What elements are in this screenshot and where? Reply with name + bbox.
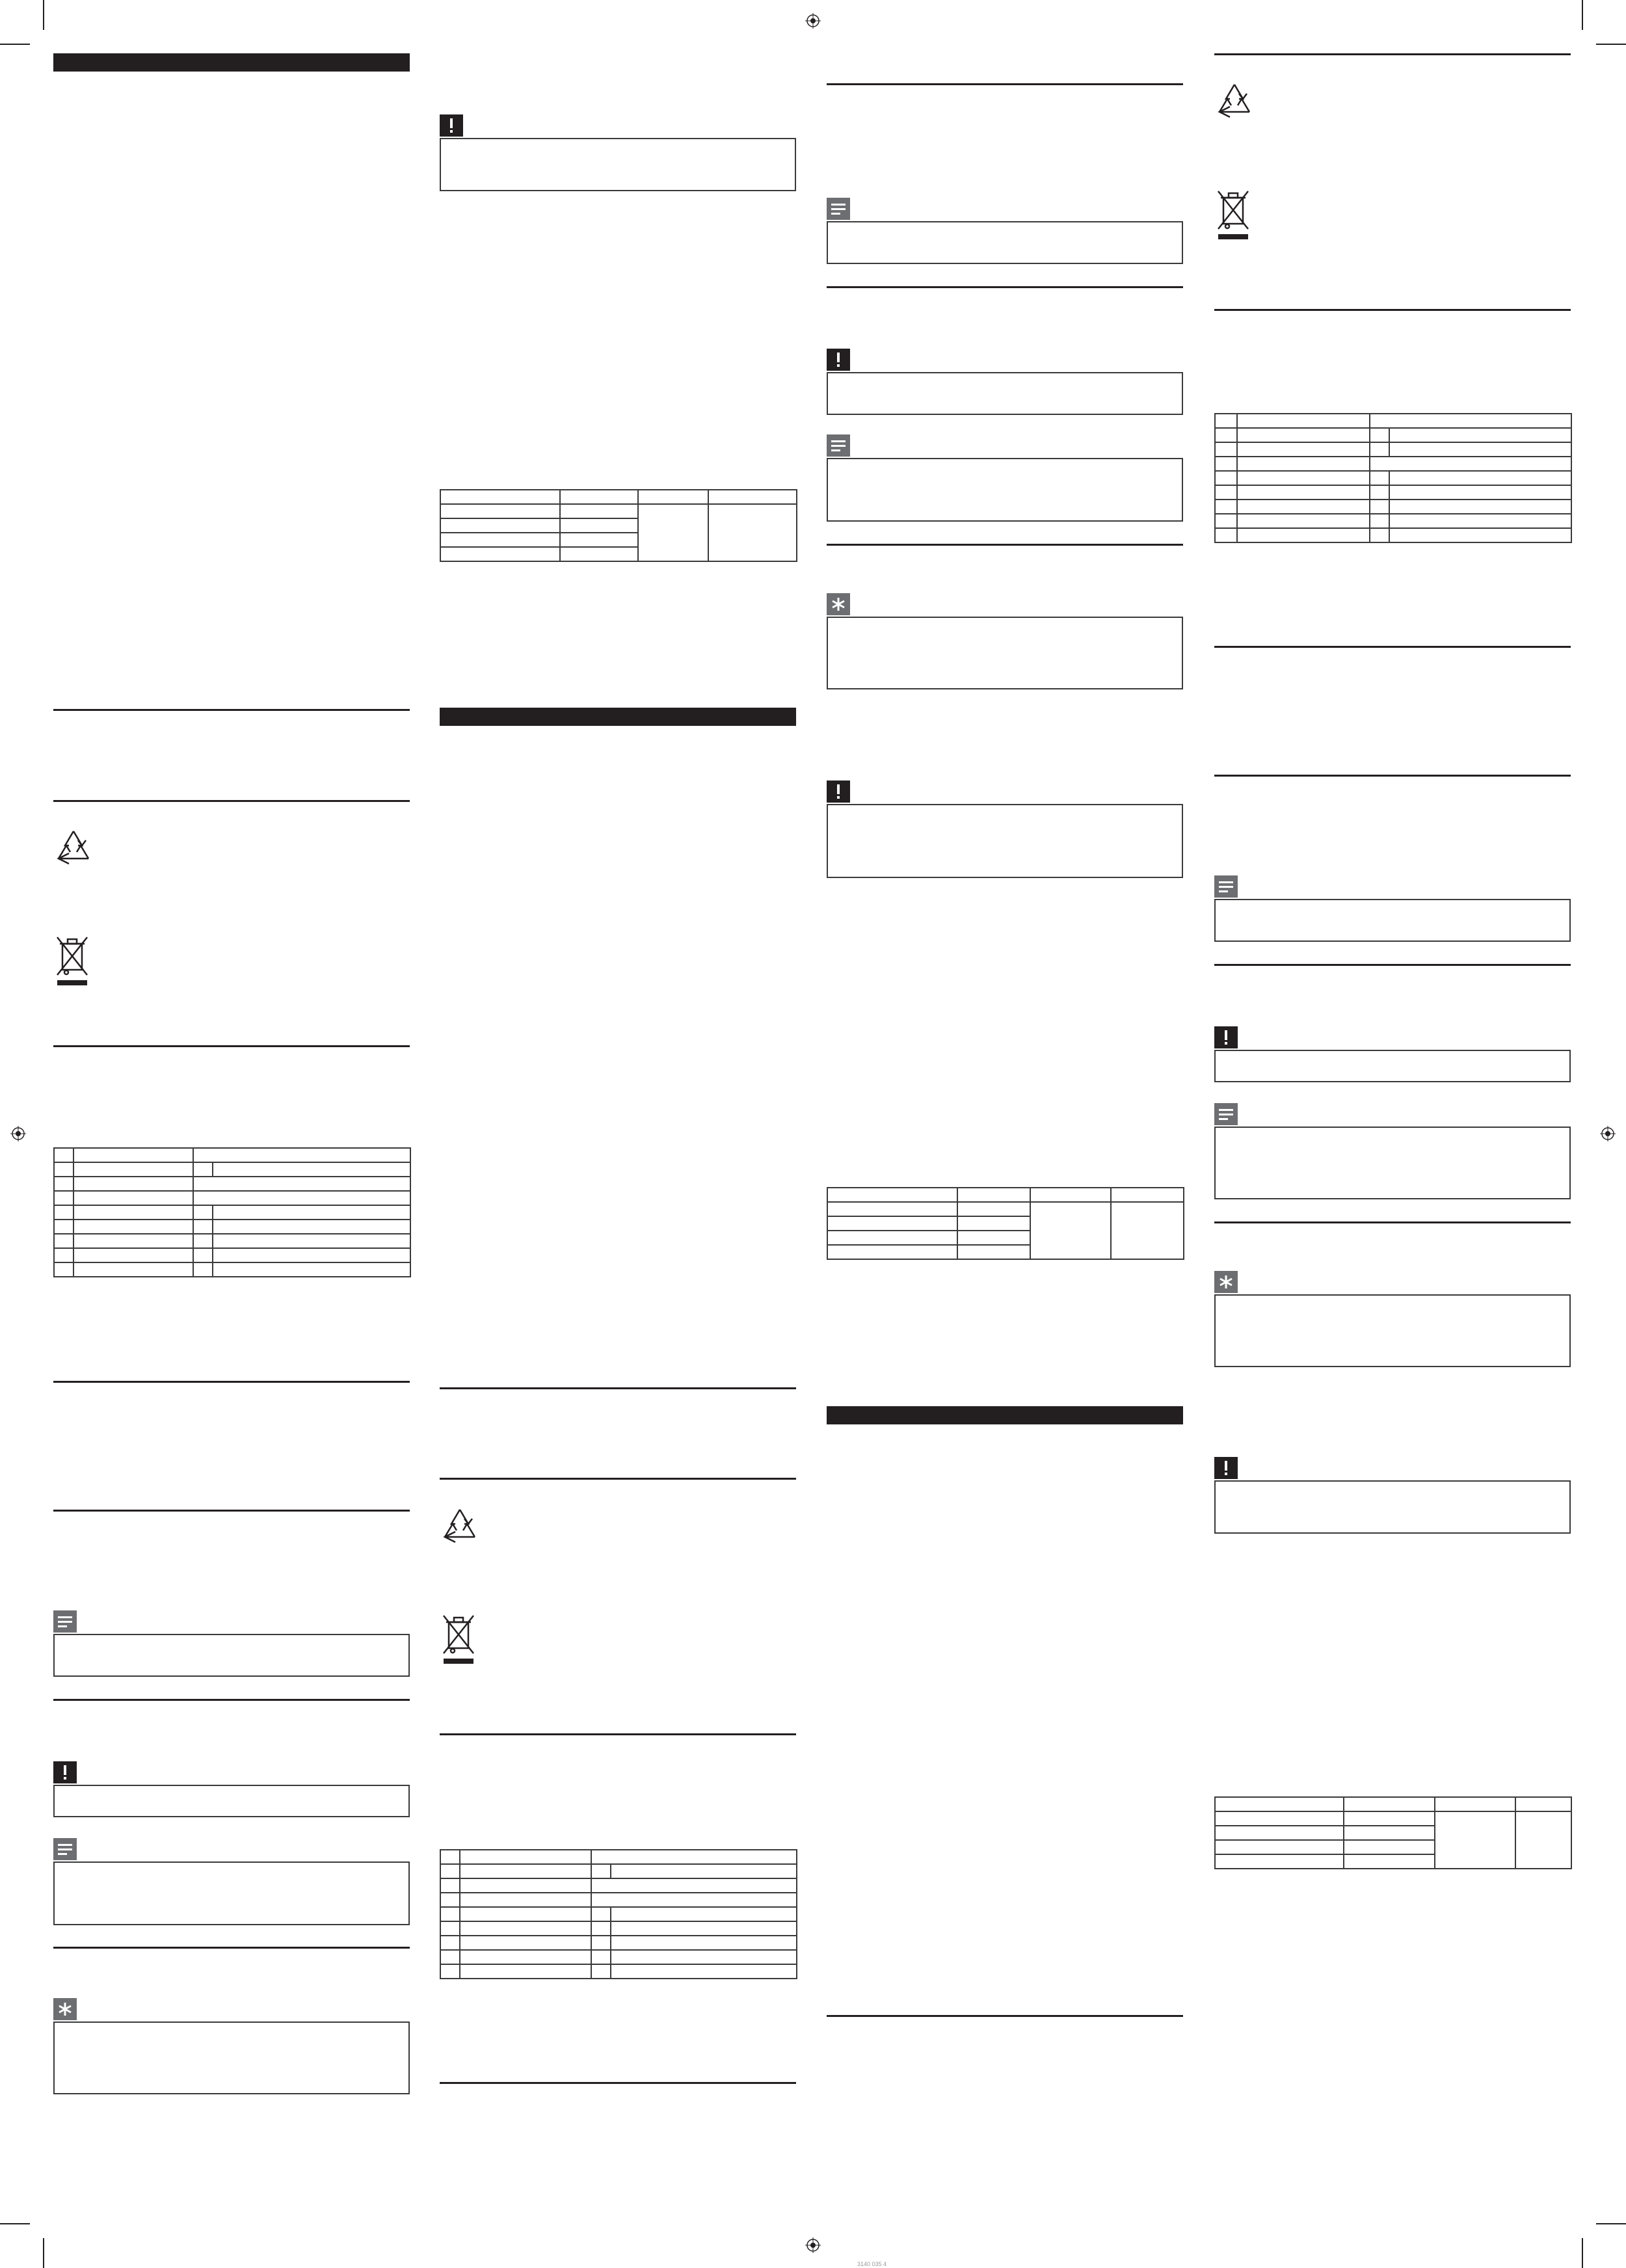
crossed-out-wheelie-bin-icon [55,935,90,989]
registration-mark-icon [10,1126,26,1141]
note-box [53,1861,410,1925]
caution-icon [827,780,850,803]
caution-box [440,138,796,191]
table-row [54,1191,410,1205]
note-icon [827,434,850,457]
section-rule [1214,646,1571,648]
note-icon [1214,875,1238,898]
section-rule [1214,964,1571,966]
table-row [440,1921,797,1936]
table-row [54,1177,410,1191]
section-rule [53,709,410,711]
section-rule [440,1733,796,1735]
registration-mark-icon [1600,1126,1616,1141]
section-rule [53,800,410,802]
table-row [1215,428,1571,442]
table-row [440,1964,797,1979]
table-row [440,490,797,504]
note-box [53,1634,410,1677]
specification-table [1214,413,1572,543]
section-rule [1214,775,1571,777]
table-row [1215,514,1571,528]
table-row [440,1893,797,1907]
crop-mark-bl-h [0,2223,30,2224]
specification-table [1214,1796,1572,1869]
section-rule [53,1045,410,1047]
caution-icon [53,1761,77,1783]
registration-mark-icon [805,2237,821,2253]
section-rule [53,1381,410,1383]
table-row [54,1205,410,1220]
specification-table [440,1849,797,1979]
tip-box [827,617,1183,689]
table-row [827,1202,1184,1216]
tip-icon [1214,1271,1238,1293]
section-rule [53,1947,410,1949]
caution-box [1214,1050,1571,1082]
caution-icon [827,349,850,371]
section-rule [827,2015,1183,2017]
section-rule [53,1699,410,1701]
table-row [440,1878,797,1893]
column-2 [440,0,796,2268]
specification-table [440,489,797,562]
tip-icon [53,1998,77,2020]
crop-mark-bl-v [43,2238,44,2268]
crop-mark-tl-v [43,0,44,30]
table-row [1215,500,1571,514]
crop-mark-tr-v [1582,0,1583,30]
section-rule [1214,309,1571,311]
recycle-icon [1214,81,1255,121]
table-row [54,1262,410,1277]
tip-icon [827,593,850,615]
section-rule [53,1510,410,1512]
section-rule [1214,1221,1571,1223]
note-box [1214,899,1571,942]
section-rule [827,83,1183,85]
caution-box [827,804,1183,878]
note-box [827,458,1183,522]
section-rule [1214,53,1571,55]
recycle-icon [53,827,94,868]
note-icon [827,198,850,220]
table-row [440,1850,797,1864]
section-rule [440,1387,796,1389]
crop-mark-tl-h [0,44,30,45]
section-rule [827,544,1183,546]
table-row [1215,1811,1571,1826]
table-row [54,1248,410,1262]
table-row [54,1220,410,1234]
crossed-out-wheelie-bin-icon [441,1613,476,1668]
specification-table [827,1187,1184,1260]
note-box [827,221,1183,264]
footer-code: 3140 035 4 [857,2261,887,2267]
crop-mark-tr-h [1596,44,1626,45]
note-box [1214,1127,1571,1199]
column-4 [1214,0,1571,2268]
caution-box [53,1785,410,1817]
table-row [440,1907,797,1921]
crossed-out-wheelie-bin-icon [1216,189,1251,243]
table-row [440,1950,797,1964]
caution-icon [1214,1026,1238,1048]
caution-box [1214,1480,1571,1534]
specification-table [53,1147,411,1277]
section-rule [440,2082,796,2084]
table-row [1215,457,1571,471]
registration-mark-icon [805,13,821,29]
table-row [1215,414,1571,428]
table-row [1215,471,1571,485]
section-rule [440,1478,796,1480]
table-row [440,1864,797,1878]
table-row [827,1188,1184,1202]
table-row [440,504,797,518]
section-rule [827,286,1183,288]
note-icon [53,1610,77,1633]
recycle-icon [440,1506,480,1546]
section-header-bar [827,1406,1183,1424]
table-row [1215,1797,1571,1811]
table-row [1215,485,1571,500]
table-row [440,1936,797,1950]
note-icon [1214,1103,1238,1125]
caution-box [827,372,1183,415]
table-row [54,1148,410,1162]
table-row [1215,442,1571,457]
tip-box [53,2021,410,2094]
column-1 [53,0,410,2268]
crop-mark-br-h [1596,2223,1626,2224]
section-header-bar [53,53,410,72]
table-row [1215,528,1571,542]
crop-mark-br-v [1582,2238,1583,2268]
section-header-bar [440,708,796,726]
tip-box [1214,1294,1571,1367]
table-row [54,1162,410,1177]
caution-icon [440,114,463,137]
note-icon [53,1838,77,1860]
table-row [54,1234,410,1248]
caution-icon [1214,1457,1238,1479]
column-3 [827,0,1183,2268]
